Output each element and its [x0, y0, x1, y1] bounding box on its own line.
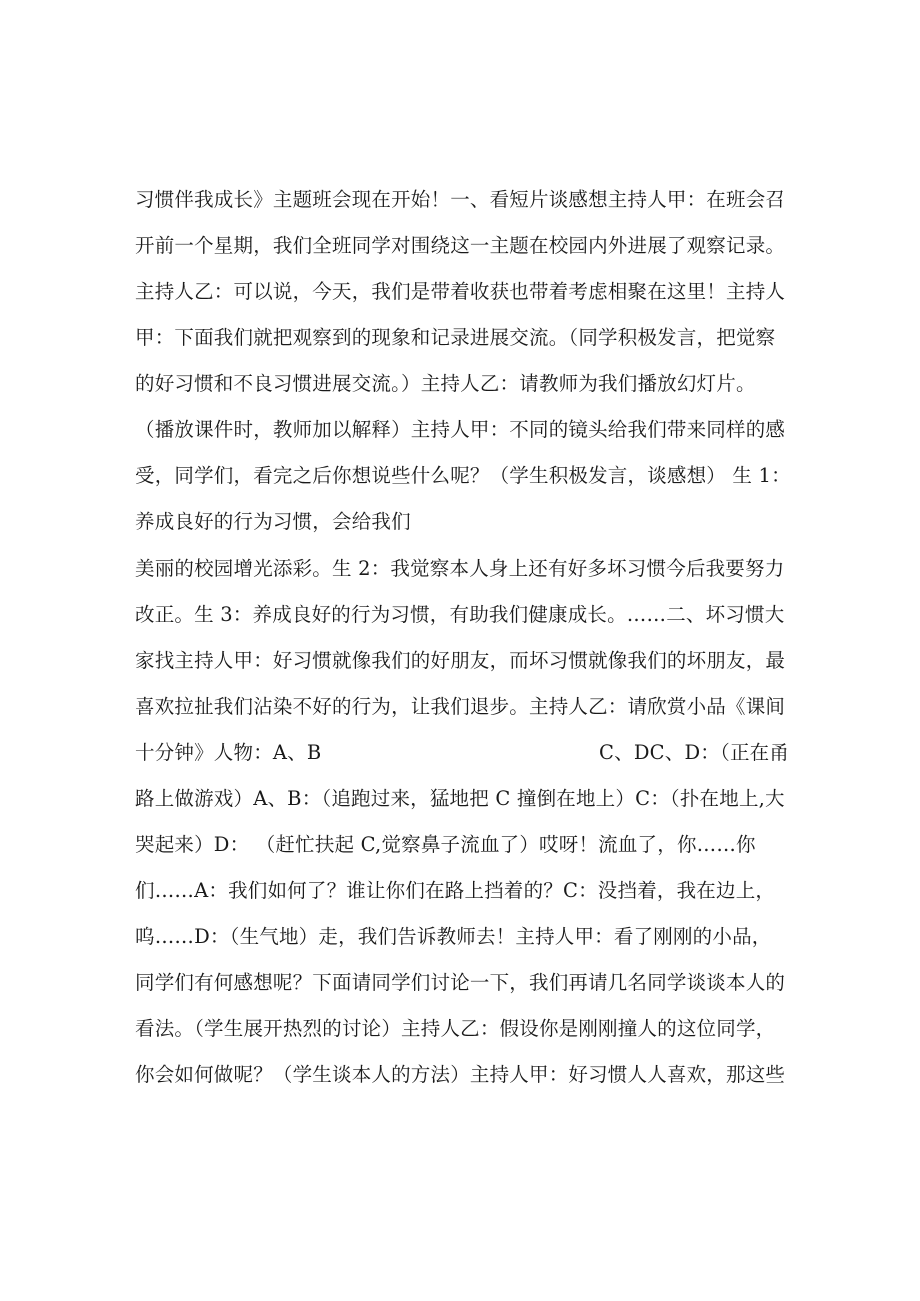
text-line-6: （播放课件时，教师加以解释）主持人甲：不同的镜头给我们带来同样的感 [135, 418, 786, 441]
text-line-1: 习惯伴我成长》主题班会现在开始！一、看短片谈感想主持人甲：在班会召 [135, 188, 786, 211]
text-line-16: 们……A：我们如何了？谁让你们在路上挡着的？C：没挡着，我在边上， [135, 879, 776, 902]
text-line-4: 甲：下面我们就把观察到的现象和记录进展交流。（同学积极发言，把觉察 [135, 326, 776, 349]
text-line-10: 改正。生 3：养成良好的行为习惯，有助我们健康成长。……二、坏习惯大 [135, 603, 785, 626]
text-line-7: 受，同学们，看完之后你想说些什么呢？（学生积极发言，谈感想） 生 1： [135, 464, 791, 487]
text-line-2: 开前一个星期，我们全班同学对围绕这一主题在校园内外进展了观察记录。 [135, 234, 786, 257]
text-line-12: 喜欢拉扯我们沾染不好的行为，让我们退步。主持人乙：请欣赏小品《课间 [135, 695, 786, 718]
text-line-13-right: C、DC、D：（正在甬 [599, 741, 790, 764]
text-line-11: 家找主持人甲：好习惯就像我们的好朋友，而坏习惯就像我们的坏朋友，最 [135, 649, 786, 672]
text-line-17: 呜……D：（生气地）走，我们告诉教师去！主持人甲：看了刚刚的小品， [135, 925, 772, 948]
text-line-18: 同学们有何感想呢？下面请同学们讨论一下，我们再请几名同学谈谈本人的 [135, 971, 786, 994]
text-line-13: 十分钟》人物：A、B [135, 741, 322, 764]
text-line-14: 路上做游戏）A、B：（追跑过来，猛地把 C 撞倒在地上）C：（扑在地上,大 [135, 787, 785, 810]
text-line-8: 养成良好的行为习惯，会给我们 [135, 510, 411, 533]
text-line-5: 的好习惯和不良习惯进展交流。）主持人乙：请教师为我们播放幻灯片。 [135, 372, 756, 395]
text-line-9: 美丽的校园增光添彩。生 2：我觉察本人身上还有好多坏习惯今后我要努力 [135, 557, 785, 580]
text-line-15: 哭起来）D： （赶忙扶起 C,觉察鼻子流血了）哎呀！流血了，你……你 [135, 833, 756, 856]
text-line-20: 你会如何做呢？（学生谈本人的方法）主持人甲：好习惯人人喜欢，那这些 [135, 1063, 786, 1086]
text-line-19: 看法。（学生展开热烈的讨论）主持人乙：假设你是刚刚撞人的这位同学， [135, 1017, 776, 1040]
text-line-3: 主持人乙：可以说，今天，我们是带着收获也带着考虑相聚在这里！主持人 [135, 280, 786, 303]
